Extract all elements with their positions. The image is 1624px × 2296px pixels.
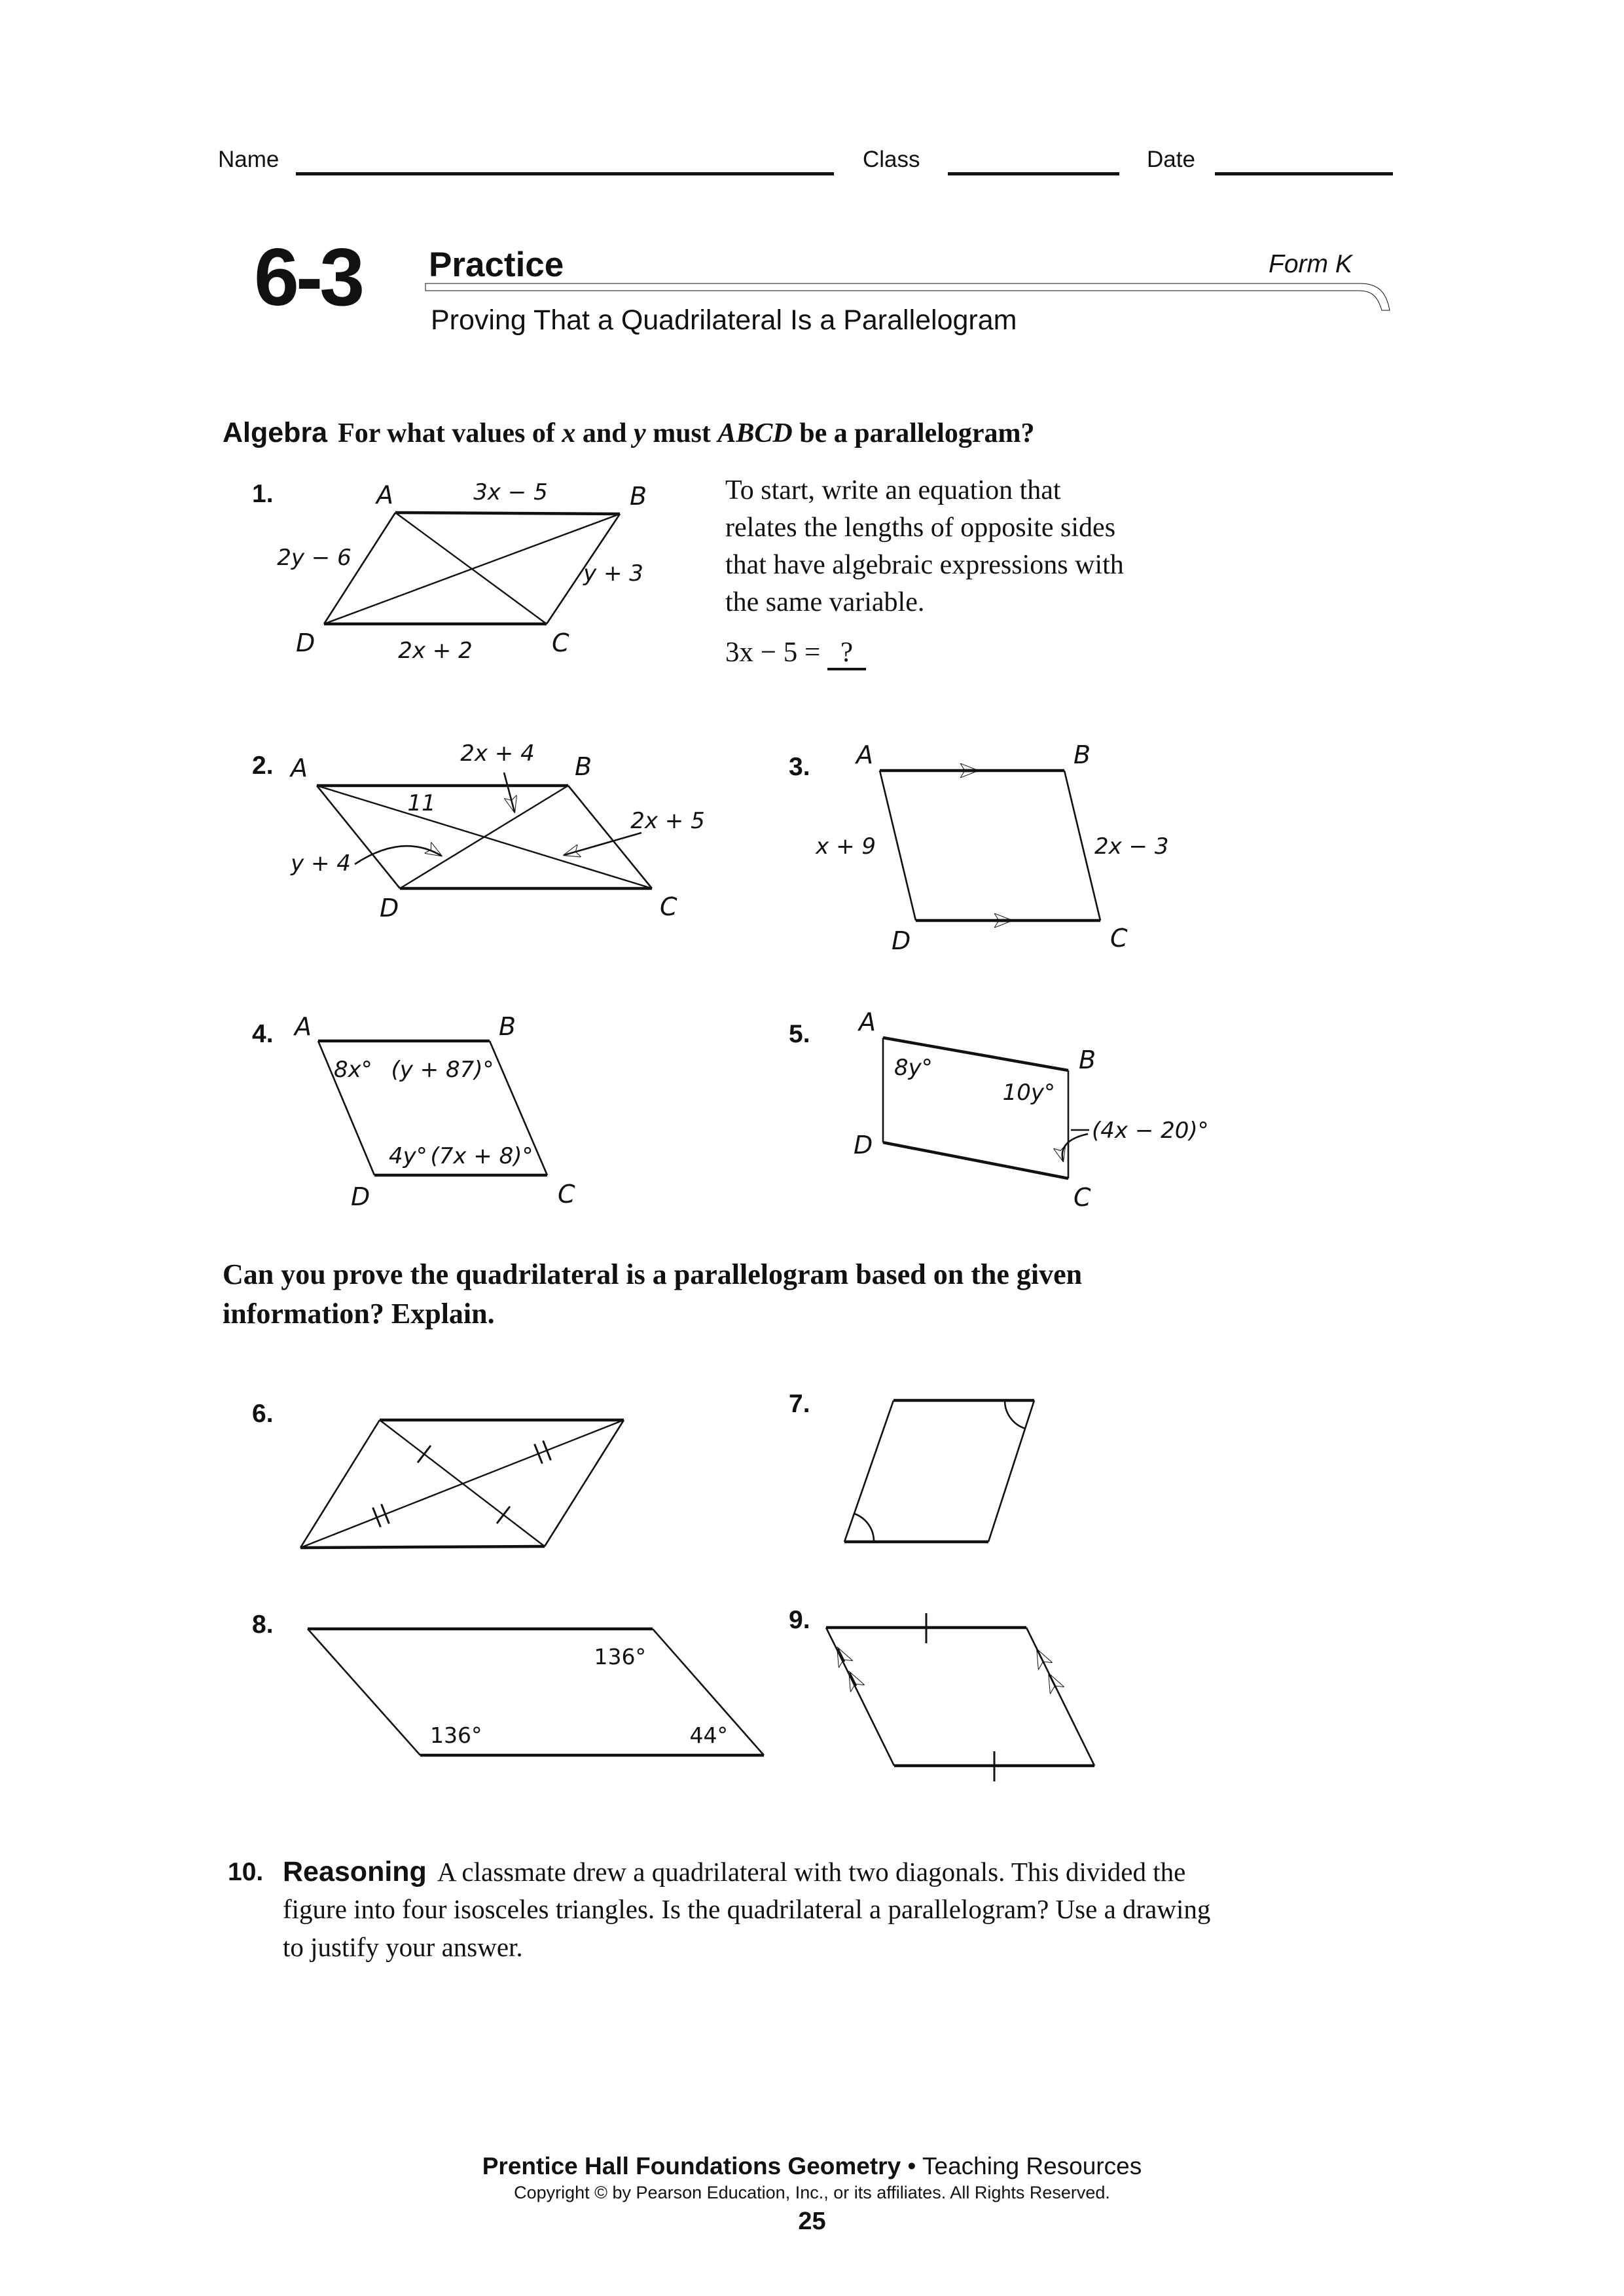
- parallel-marks: [838, 1649, 1056, 1688]
- angle-label-c: (7x + 8)°: [430, 1143, 533, 1169]
- reasoning-lead: Reasoning: [283, 1856, 427, 1887]
- side-label-top: 3x − 5: [473, 479, 548, 505]
- side-bottom: [300, 1546, 545, 1548]
- side-label-left: x + 9: [816, 833, 876, 860]
- heading-var-y: y: [634, 418, 646, 448]
- vertex-label-b: B: [630, 482, 647, 511]
- side-right: [545, 1420, 624, 1546]
- algebra-lead: Algebra: [223, 417, 328, 448]
- heading-text: must: [645, 418, 718, 448]
- side-label-left: 2y − 6: [277, 545, 352, 571]
- angle-label-c: (4x − 20)°: [1092, 1118, 1209, 1144]
- date-label: Date: [1147, 147, 1195, 172]
- angle-label-a: 8y°: [894, 1055, 933, 1081]
- problem-3-number: 3.: [789, 753, 810, 781]
- problem-10-line2: figure into four isosceles triangles. Is the quadrilateral a parallelogram? Use a drawing: [283, 1894, 1211, 1924]
- footer-page-number: 25: [798, 2208, 826, 2235]
- form-label: Form K: [1269, 250, 1352, 278]
- problem-4-diagram: [281, 1011, 648, 1228]
- angle-label-a: 8x°: [334, 1057, 372, 1083]
- vertex-label-c: C: [660, 892, 677, 921]
- footer-series-bold: Prentice Hall Foundations Geometry: [482, 2153, 901, 2179]
- segment-label-2x5: 2x + 5: [630, 808, 705, 834]
- problem-2-number: 2.: [252, 752, 274, 780]
- problem-1-diagram: [242, 468, 700, 697]
- angle-label-bottom-right: 44°: [689, 1722, 728, 1748]
- side-bc: [568, 786, 652, 888]
- side-ab: [395, 513, 620, 514]
- parallel-arrow-right-1: [1038, 1650, 1044, 1664]
- label-arrows: [1062, 1130, 1089, 1161]
- angle-label-top-right: 136°: [594, 1644, 646, 1669]
- footer-series-rest: • Teaching Resources: [901, 2153, 1142, 2179]
- hint-line: relates the lengths of opposite sides: [725, 513, 1116, 543]
- lesson-subtitle: Proving That a Quadrilateral Is a Parallelogram: [431, 304, 1017, 336]
- diagonals: [324, 513, 620, 624]
- vertex-label-d: D: [380, 894, 399, 922]
- starter-equation: [725, 638, 866, 670]
- vertex-label-b: B: [1079, 1046, 1096, 1074]
- side-left: [844, 1400, 893, 1542]
- side-right: [1026, 1628, 1094, 1766]
- hint-line: the same variable.: [725, 587, 925, 617]
- vertex-label-c: C: [1074, 1183, 1091, 1212]
- problem-8-diagram: [236, 1604, 785, 1774]
- vertex-label-b: B: [575, 752, 592, 781]
- equation-answer-blank: ?: [827, 638, 866, 670]
- angle-label-b: 10y°: [1002, 1080, 1055, 1106]
- segment-label-y4: y + 4: [291, 850, 351, 877]
- heading-text: and: [575, 418, 634, 448]
- side-left: [826, 1628, 894, 1766]
- side-left: [308, 1629, 420, 1755]
- side-label-right: y + 3: [583, 560, 643, 587]
- heading-var-x: x: [562, 418, 576, 448]
- segment-label-11: 11: [407, 790, 436, 816]
- vertex-label-d: D: [892, 926, 911, 955]
- vertex-label-d: D: [296, 629, 316, 657]
- class-blank-line: [948, 172, 1119, 175]
- quadrilateral-outline: [844, 1400, 1034, 1542]
- quadrilateral-outline: [880, 771, 1100, 920]
- diagonal-bd: [324, 514, 620, 624]
- arrow-to-segment-2x5: [564, 833, 641, 855]
- hint-line: To start, write an equation that: [725, 475, 1061, 505]
- single-tick: [497, 1506, 510, 1523]
- parallel-marks: [962, 771, 1011, 920]
- problem-10-number: 10.: [228, 1858, 264, 1886]
- single-tick: [418, 1446, 431, 1463]
- tick-marks: [926, 1613, 994, 1781]
- angle-label-bottom-left: 136°: [430, 1722, 482, 1748]
- class-label: Class: [863, 147, 920, 172]
- problem-6-diagram: [275, 1375, 733, 1571]
- heading-text: be a parallelogram?: [792, 418, 1035, 448]
- page-title: Practice: [429, 246, 564, 284]
- vertex-label-b: B: [1074, 740, 1091, 769]
- problem-10-line3: to justify your answer.: [283, 1932, 523, 1962]
- angle-label-b: (y + 87)°: [391, 1057, 494, 1083]
- diagonals: [300, 1420, 624, 1548]
- angle-arc-top-right: [1005, 1400, 1025, 1429]
- problem-9-number: 9.: [789, 1606, 810, 1634]
- vertex-label-a: A: [295, 1012, 312, 1041]
- section-heading-prove-line2: information? Explain.: [223, 1298, 495, 1330]
- name-blank-line: [296, 172, 834, 175]
- problem-5-diagram: [825, 1002, 1316, 1218]
- problem-10-line1: [283, 1858, 1185, 1886]
- problem-4-number: 4.: [252, 1020, 274, 1048]
- side-left: [300, 1420, 380, 1548]
- vertex-label-c: C: [558, 1180, 575, 1209]
- vertex-label-a: A: [856, 740, 873, 769]
- section-heading-algebra: [223, 419, 1035, 447]
- problem-5-number: 5.: [789, 1020, 810, 1048]
- vertex-label-a: A: [376, 481, 393, 509]
- lesson-number: 6-3: [254, 232, 362, 323]
- problem-6-number: 6.: [252, 1400, 274, 1428]
- curved-arrow-to-angle-c: [1062, 1134, 1088, 1161]
- heading-text: For what values of: [338, 418, 562, 448]
- equation-lhs: 3x − 5 =: [725, 637, 828, 668]
- side-right: [988, 1400, 1034, 1542]
- heading-abcd: ABCD: [717, 418, 793, 448]
- angle-arcs: [854, 1400, 1025, 1542]
- vertex-label-b: B: [499, 1012, 516, 1041]
- date-blank-line: [1215, 172, 1393, 175]
- footer-series-line: [0, 2154, 1624, 2178]
- problem-9-diagram: [812, 1597, 1257, 1800]
- side-label-right: 2x − 3: [1094, 833, 1169, 860]
- vertex-label-a: A: [859, 1008, 876, 1036]
- vertex-label-c: C: [1110, 924, 1128, 953]
- parallel-arrow-right-2: [1049, 1675, 1056, 1688]
- side-dc: [883, 1142, 1068, 1178]
- diagonal-ac: [395, 513, 547, 624]
- footer-copyright: Copyright © by Pearson Education, Inc., or its affiliates. All Rights Reserved.: [514, 2183, 1110, 2202]
- angle-label-d: 4y°: [389, 1143, 427, 1169]
- problem-7-diagram: [825, 1375, 1178, 1571]
- side-ad: [880, 771, 916, 920]
- problem-7-number: 7.: [789, 1390, 810, 1418]
- vertex-label-d: D: [351, 1182, 370, 1211]
- problem-8-number: 8.: [252, 1611, 274, 1639]
- segment-label-2x4: 2x + 4: [460, 740, 535, 767]
- double-tick: [535, 1444, 543, 1464]
- side-label-bottom: 2x + 2: [398, 638, 473, 664]
- diagonal-2: [300, 1420, 624, 1548]
- diagonals: [317, 786, 652, 888]
- vertex-label-a: A: [291, 754, 308, 782]
- problem-3-diagram: [816, 720, 1191, 969]
- double-tick: [543, 1441, 551, 1461]
- name-label: Name: [218, 147, 280, 172]
- problem-2-diagram: [275, 720, 707, 936]
- problem-10-text: A classmate drew a quadrilateral with two diagonals. This divided the: [437, 1857, 1186, 1887]
- hint-line: that have algebraic expressions with: [725, 550, 1124, 580]
- arrow-to-segment-2x4: [504, 773, 514, 812]
- vertex-label-d: D: [854, 1131, 873, 1159]
- quadrilateral-outline: [826, 1628, 1094, 1766]
- angle-arc-bottom-left: [854, 1514, 874, 1542]
- vertex-label-c: C: [552, 629, 569, 657]
- section-heading-prove-line1: Can you prove the quadrilateral is a parallelogram based on the given: [223, 1258, 1083, 1290]
- problem-1-number: 1.: [252, 480, 274, 508]
